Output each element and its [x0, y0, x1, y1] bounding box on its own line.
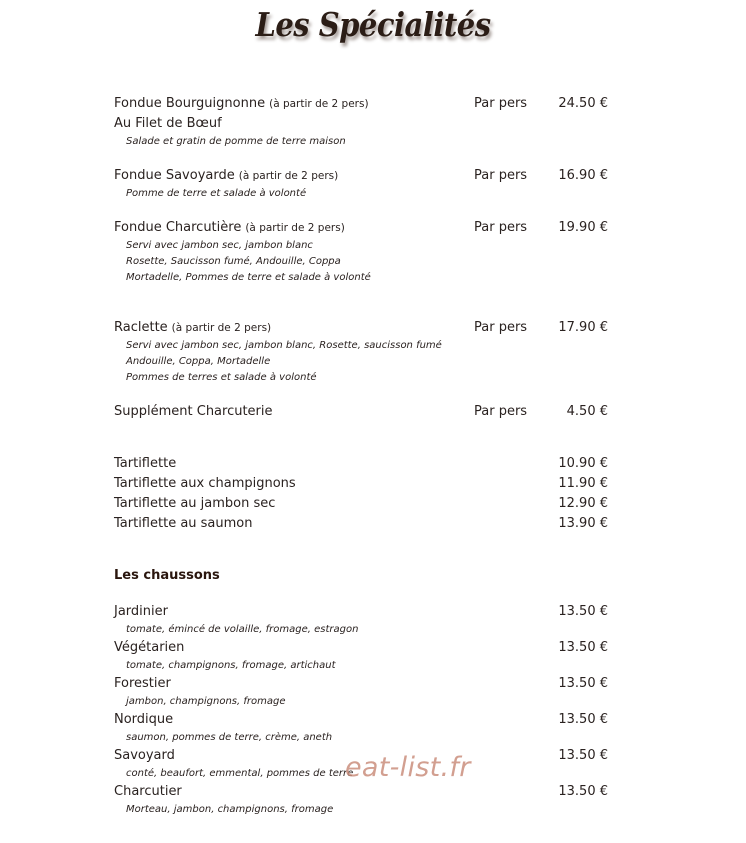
item-description: tomate, champignons, fromage, artichaut [126, 660, 336, 671]
item-name: Tartiflette aux champignons [114, 476, 296, 491]
item-unit: Par pers [474, 168, 528, 183]
item-note: (à partir de 2 pers) [245, 222, 345, 234]
watermark: eat-list.fr [345, 752, 471, 783]
item-description: Mortadelle, Pommes de terre et salade à volonté [126, 272, 371, 283]
item-note: (à partir de 2 pers) [269, 98, 369, 110]
item-unit: Par pers [474, 404, 528, 419]
item-description: jambon, champignons, fromage [126, 696, 286, 707]
item-price: 11.90 € [558, 476, 608, 491]
item-description: conté, beaufort, emmental, pommes de terre [126, 768, 354, 779]
item-description: Rosette, Saucisson fumé, Andouille, Coppa [126, 256, 341, 267]
item-price: 16.90 € [558, 168, 608, 183]
item-unit: Par pers [474, 96, 528, 111]
item-price: 12.90 € [558, 496, 608, 511]
item-name: Fondue Savoyarde (à partir de 2 pers) [114, 168, 339, 183]
item-price: 19.90 € [558, 220, 608, 235]
item-description: Servi avec jambon sec, jambon blanc, Rosette, saucisson fumé [126, 340, 442, 351]
item-name: Nordique [114, 712, 174, 727]
item-description: Pomme de terre et salade à volonté [126, 188, 307, 199]
item-price: 24.50 € [558, 96, 608, 111]
item-description: Andouille, Coppa, Mortadelle [126, 356, 271, 367]
item-price: 13.50 € [558, 712, 608, 727]
item-unit: Par pers [474, 320, 528, 335]
item-description: Morteau, jambon, champignons, fromage [126, 804, 334, 815]
item-price: 13.50 € [558, 604, 608, 619]
item-name: Charcutier [114, 784, 182, 799]
item-unit: Par pers [474, 220, 528, 235]
item-price: 13.50 € [558, 676, 608, 691]
item-price: 17.90 € [558, 320, 608, 335]
item-name: Raclette (à partir de 2 pers) [114, 320, 272, 335]
item-name: Tartiflette au jambon sec [114, 496, 276, 511]
item-description: tomate, émincé de volaille, fromage, estragon [126, 624, 359, 635]
item-name: Fondue Charcutière (à partir de 2 pers) [114, 220, 345, 235]
page-title: Les Spécialités [255, 5, 491, 45]
item-price: 10.90 € [558, 456, 608, 471]
item-name: Savoyard [114, 748, 175, 763]
item-name: Tartiflette [114, 456, 177, 471]
section-title-chaussons: Les chaussons [114, 568, 220, 583]
item-name: Fondue Bourguignonne (à partir de 2 pers) [114, 96, 369, 111]
item-name: Forestier [114, 676, 171, 691]
item-price: 13.50 € [558, 784, 608, 799]
item-name: Tartiflette au saumon [114, 516, 253, 531]
item-note: (à partir de 2 pers) [171, 322, 272, 334]
item-name: Supplément Charcuterie [114, 404, 273, 419]
item-description: Servi avec jambon sec, jambon blanc [126, 240, 313, 251]
item-name: Jardinier [114, 604, 168, 619]
item-note: (à partir de 2 pers) [238, 170, 339, 182]
item-name: Au Filet de Bœuf [114, 116, 222, 131]
item-price: 4.50 € [566, 404, 608, 419]
item-price: 13.90 € [558, 516, 608, 531]
item-description: Salade et gratin de pomme de terre maison [126, 136, 346, 147]
item-price: 13.50 € [558, 640, 608, 655]
item-description: Pommes de terres et salade à volonté [126, 372, 317, 383]
item-name: Végétarien [114, 640, 185, 655]
item-price: 13.50 € [558, 748, 608, 763]
item-description: saumon, pommes de terre, crème, aneth [126, 732, 333, 743]
